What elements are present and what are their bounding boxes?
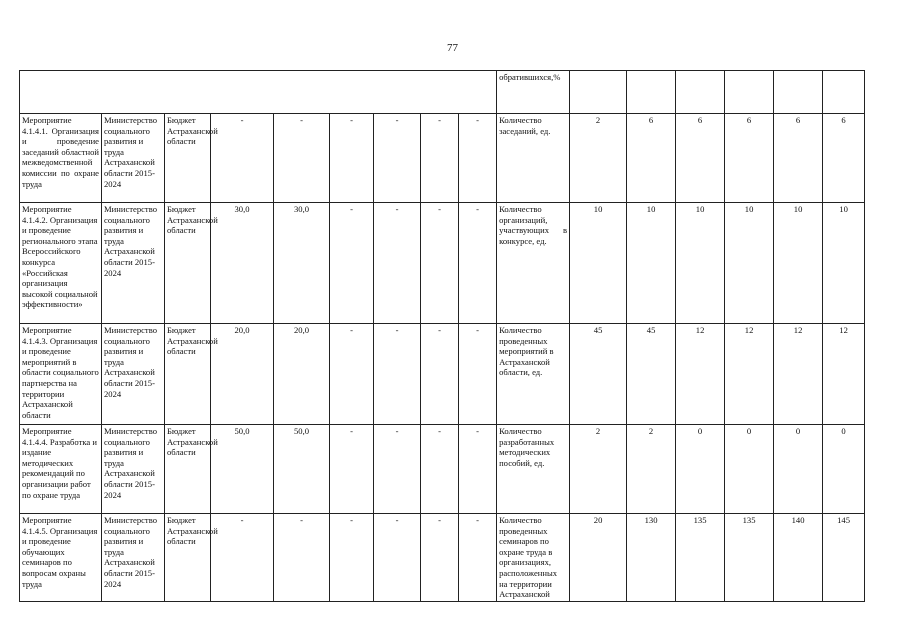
value-cell: 10 [823,203,865,324]
value-cell: 45 [570,324,627,425]
source-cell: Бюджет Астраханской области [165,425,211,514]
funding-cell: - [211,114,274,203]
funding-cell: - [421,425,459,514]
value-cell: 0 [823,425,865,514]
value-cell: 0 [676,425,725,514]
value-cell: 10 [774,203,823,324]
event-cell: Мероприятие 4.1.4.5. Организация и проведение обучающих семинаров по вопросам охраны труда [20,514,102,602]
executor-cell: Министерство социального развития и труда Астраханской области 2015-2024 [102,514,165,602]
executor-cell: Министерство социального развития и труда Астраханской области 2015-2024 [102,114,165,203]
table-cell [627,71,676,114]
table-cell [725,71,774,114]
value-cell: 20 [570,514,627,602]
program-table [19,70,865,602]
value-cell: 135 [725,514,774,602]
funding-cell: - [459,114,497,203]
value-cell: 6 [676,114,725,203]
source-cell: Бюджет Астраханской области [165,114,211,203]
value-cell: 145 [823,514,865,602]
page-number: 77 [447,42,458,54]
event-cell: Мероприятие 4.1.4.4. Разработка и издание методических рекомендаций по организации работ по охране труда [20,425,102,514]
indicator-cell: Количество организаций, участвующих в конкурсе, ед. [497,203,570,324]
indicator-cell: Количество заседаний, ед. [497,114,570,203]
table-cell [676,71,725,114]
funding-cell: - [374,114,421,203]
value-cell: 12 [725,324,774,425]
table-cell [823,71,865,114]
executor-cell: Министерство социального развития и труда Астраханской области 2015- 2024 [102,425,165,514]
value-cell: 6 [823,114,865,203]
funding-cell: - [421,203,459,324]
value-cell: 6 [725,114,774,203]
funding-cell: - [274,114,330,203]
funding-cell: - [330,203,374,324]
funding-cell: - [459,324,497,425]
event-cell: Мероприятие 4.1.4.3. Организация и проведение мероприятий в области социального партнерства на территории Астраханской области [20,324,102,425]
value-cell: 2 [627,425,676,514]
funding-cell: 30,0 [211,203,274,324]
funding-cell: 30,0 [274,203,330,324]
value-cell: 6 [774,114,823,203]
value-cell: 135 [676,514,725,602]
table-row [20,71,865,114]
indicator-cell: Количество проведенных мероприятий в Астраханской области, ед. [497,324,570,425]
funding-cell: - [374,203,421,324]
value-cell: 10 [627,203,676,324]
funding-cell: - [459,514,497,602]
table-row [20,425,865,514]
table-cell [570,71,627,114]
funding-cell: - [421,514,459,602]
indicator-cell: Количество разработанных методических пособий, ед. [497,425,570,514]
funding-cell: - [421,324,459,425]
value-cell: 130 [627,514,676,602]
source-cell: Бюджет Астраханской области [165,203,211,324]
value-cell: 10 [676,203,725,324]
table-row [20,203,865,324]
value-cell: 2 [570,425,627,514]
value-cell: 0 [725,425,774,514]
executor-cell: Министерство социального развития и труда Астраханской области 2015-2024 [102,324,165,425]
funding-cell: - [330,114,374,203]
table-cell [774,71,823,114]
funding-cell: - [421,114,459,203]
funding-cell: 50,0 [274,425,330,514]
value-cell: 6 [627,114,676,203]
value-cell: 10 [570,203,627,324]
table-row [20,114,865,203]
funding-cell: 50,0 [211,425,274,514]
funding-cell: - [374,425,421,514]
funding-cell: - [459,425,497,514]
source-cell: Бюджет Астраханской области [165,324,211,425]
funding-cell: - [374,514,421,602]
value-cell: 45 [627,324,676,425]
value-cell: 12 [676,324,725,425]
funding-cell: - [330,425,374,514]
funding-cell: 20,0 [274,324,330,425]
value-cell: 0 [774,425,823,514]
indicator-cell: обратившихся,% [497,71,570,114]
table-row [20,324,865,425]
funding-cell: - [274,514,330,602]
value-cell: 10 [725,203,774,324]
value-cell: 12 [774,324,823,425]
funding-cell: - [459,203,497,324]
funding-cell: - [211,514,274,602]
executor-cell: Министерство социального развития и труда Астраханской области 2015-2024 [102,203,165,324]
value-cell: 140 [774,514,823,602]
indicator-cell: Количество проведенных семинаров по охране труда в организациях, расположенных на территории Астраханской [497,514,570,602]
event-cell: Мероприятие 4.1.4.1. Организация и проведение заседаний областной межведомственной комиссии по охране труда [20,114,102,203]
table-cell [20,71,497,114]
funding-cell: - [330,514,374,602]
funding-cell: - [330,324,374,425]
source-cell: Бюджет Астраханской области [165,514,211,602]
funding-cell: 20,0 [211,324,274,425]
funding-cell: - [374,324,421,425]
value-cell: 12 [823,324,865,425]
table-row [20,514,865,602]
value-cell: 2 [570,114,627,203]
event-cell: Мероприятие 4.1.4.2. Организация и проведение регионального этапа Всероссийского конкурса «Российская организация высокой социальной эффективности» [20,203,102,324]
